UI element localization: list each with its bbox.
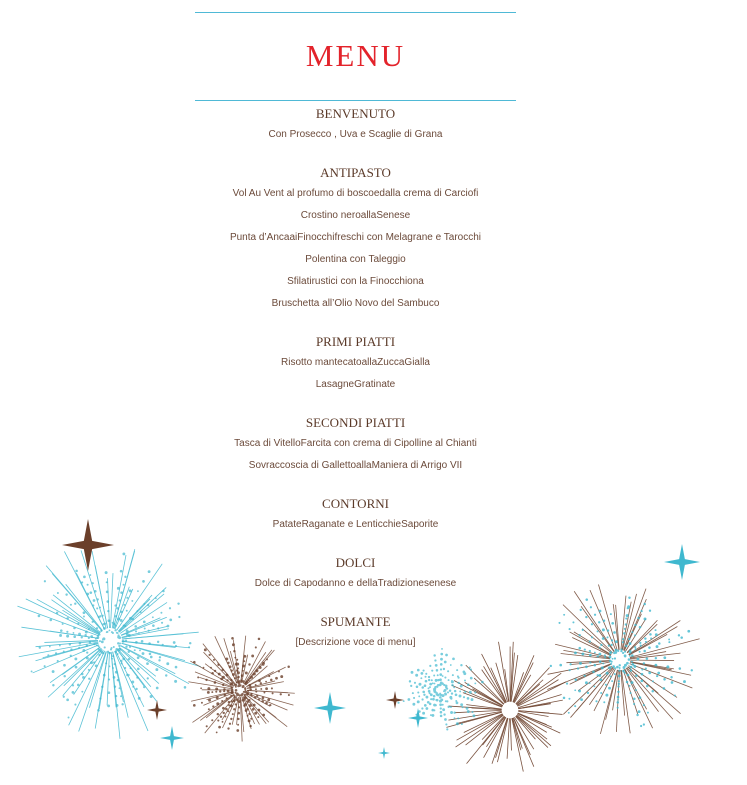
bottom-divider — [195, 100, 516, 101]
top-divider — [195, 12, 516, 13]
section-title: ANTIPASTO — [320, 165, 391, 180]
menu-section — [0, 612, 711, 654]
menu-item: [Descrizione voce di menu] — [295, 637, 416, 648]
menu-item: Punta d’AncaaiFinocchifreschi con Melagrane e Tarocchi — [229, 232, 482, 243]
menu-item: Crostino neroallaSenese — [300, 210, 411, 221]
menu-title: MENU — [305, 38, 406, 73]
menu-item: Dolce di Capodanno e dellaTradizionesenese — [254, 578, 457, 589]
menu-item: Tasca di VitelloFarcita con crema di Cipolline al Chianti — [234, 438, 477, 449]
menu-item: Sovraccoscia di GallettoallaManiera di Arrigo VII — [248, 460, 463, 471]
section-title: PRIMI PIATTI — [315, 334, 396, 349]
menu-section — [0, 332, 711, 396]
sparkle-star — [314, 692, 346, 724]
menu-section — [0, 553, 711, 595]
menu-item: LasagneGratinate — [315, 379, 396, 390]
menu-section — [0, 413, 711, 477]
menu-section — [0, 494, 711, 536]
menu-section — [0, 104, 711, 146]
sparkle-star — [147, 700, 167, 720]
section-title: DOLCI — [335, 555, 376, 570]
section-title: BENVENUTO — [315, 106, 396, 121]
section-title: SECONDI PIATTI — [305, 415, 406, 430]
section-title: SPUMANTE — [320, 614, 391, 629]
menu-item: Con Prosecco , Uva e Scaglie di Grana — [268, 129, 443, 140]
menu-item: Risotto mantecatoallaZuccaGialla — [281, 357, 430, 368]
menu-item: PatateRaganate e LenticchieSaporite — [272, 519, 439, 530]
sparkle-star — [386, 691, 404, 709]
menu-section — [0, 163, 711, 315]
menu-item: Polentina con Taleggio — [305, 254, 406, 265]
sparkle-star — [378, 747, 390, 759]
sparkle-star — [408, 708, 428, 728]
menu-item: Vol Au Vent al profumo di boscoedalla crema di Carciofi — [232, 188, 479, 199]
menu-item: Bruschetta all’Olio Novo del Sambuco — [271, 298, 440, 309]
menu-item: Sfilatirustici con la Finocchiona — [287, 276, 424, 287]
menu-content — [0, 104, 711, 671]
sparkle-star — [160, 726, 184, 750]
section-title: CONTORNI — [322, 496, 389, 511]
